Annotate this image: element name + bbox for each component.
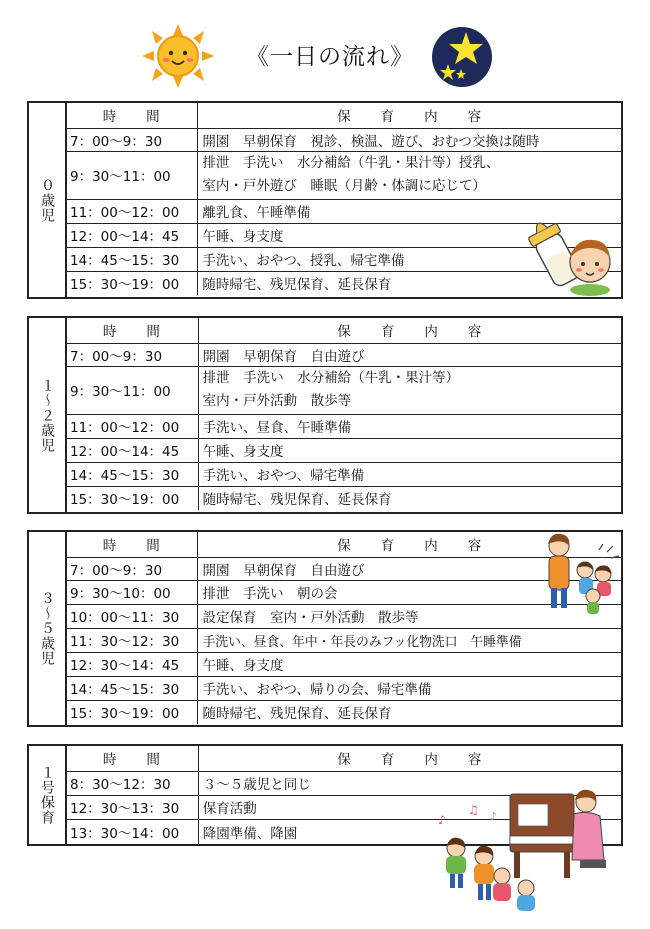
time-cell: 15：30〜19：00 <box>66 486 199 510</box>
sun-icon <box>142 24 214 88</box>
schedule-section-age-1-2 <box>27 316 623 514</box>
table-row <box>66 438 622 462</box>
time-cell: 15：30〜19：00 <box>66 700 198 724</box>
time-cell: 8：30〜12：30 <box>66 771 199 795</box>
content-cell: 開園 早朝保育 視診、検温、遊び、おむつ交換は随時 <box>198 128 621 151</box>
baby-bottle-illustration <box>524 212 616 296</box>
time-cell: 12：30〜13：30 <box>66 795 199 819</box>
content-cell <box>198 366 621 414</box>
content-line: 排泄 手洗い 水分補給（牛乳・果汁等） <box>202 370 460 386</box>
table-row <box>66 486 622 510</box>
table-row <box>66 628 622 652</box>
content-line: 室内・戸外活動 散歩等 <box>202 393 352 409</box>
time-cell: 7：00〜9：30 <box>66 343 199 366</box>
content-cell: 午睡、身支度 <box>198 438 621 462</box>
content-cell: 保育活動 <box>198 795 621 819</box>
time-cell: 11：00〜12：00 <box>66 414 199 438</box>
content-cell: 降園準備、降園 <box>198 819 621 844</box>
content-header: 保 育 内 容 <box>198 318 621 343</box>
content-cell: 開園 早朝保育 自由遊び <box>198 343 621 366</box>
age-label-cell <box>29 103 67 297</box>
content-cell: ３〜５歳児と同じ <box>198 771 621 795</box>
content-cell <box>198 151 621 199</box>
content-cell: 手洗い、おやつ、帰りの会、帰宅準備 <box>198 676 621 700</box>
schedule-table <box>65 318 621 510</box>
table-row <box>66 343 622 366</box>
content-cell: 随時帰宅、残児保育、延長保育 <box>198 700 621 724</box>
table-row <box>66 676 622 700</box>
teacher-children-illustration <box>541 530 621 616</box>
table-row <box>66 151 622 199</box>
content-cell: 手洗い、おやつ、授乳、帰宅準備 <box>198 247 621 271</box>
table-row <box>66 462 622 486</box>
time-header: 時 間 <box>66 532 198 557</box>
time-cell: 14：45〜15：30 <box>66 247 198 271</box>
time-header: 時 間 <box>66 103 198 128</box>
content-line: 排泄 手洗い 水分補給（牛乳・果汁等）授乳、 <box>202 155 500 171</box>
content-cell: 設定保育 室内・戸外活動 散歩等 <box>198 604 621 628</box>
content-line: 室内・戸外遊び 睡眠（月齢・体調に応じて） <box>202 178 486 194</box>
time-cell: 11：30〜12：30 <box>66 628 198 652</box>
content-cell: 午睡、身支度 <box>198 223 621 247</box>
table-row <box>66 604 622 628</box>
svg-text:♪: ♪ <box>438 813 446 827</box>
time-cell: 15：30〜19：00 <box>66 271 198 295</box>
content-header: 保 育 内 容 <box>198 103 621 128</box>
content-cell: 随時帰宅、残児保育、延長保育 <box>198 486 621 510</box>
table-row <box>66 366 622 414</box>
time-cell: 13：30〜14：00 <box>66 819 199 844</box>
time-cell: 9：30〜10：00 <box>66 580 198 604</box>
content-cell: 手洗い、昼食、年中・年長のみフッ化物洗口 午睡準備 <box>198 628 621 652</box>
time-cell: 12：00〜14：45 <box>66 223 198 247</box>
piano-children-illustration <box>434 784 614 914</box>
schedule-section-age-3-5 <box>27 530 623 727</box>
age-label-cell <box>29 746 67 844</box>
table-row <box>66 580 622 604</box>
content-cell: 手洗い、おやつ、帰宅準備 <box>198 462 621 486</box>
content-cell: 随時帰宅、残児保育、延長保育 <box>198 271 621 295</box>
time-cell: 7：00〜9：30 <box>66 128 198 151</box>
time-cell: 9：30〜11：00 <box>66 366 199 414</box>
night-sky-icon <box>431 26 493 88</box>
time-header: 時 間 <box>66 318 199 343</box>
age-label: １〜２歳児 <box>39 377 55 453</box>
svg-text:♫: ♫ <box>468 803 479 817</box>
content-cell: 午睡、身支度 <box>198 652 621 676</box>
page-header <box>0 0 650 90</box>
page-title: 《一日の流れ》 <box>246 44 414 70</box>
content-cell: 手洗い、昼食、午睡準備 <box>198 414 621 438</box>
age-label: ０歳児 <box>39 177 55 223</box>
age-label: １号保育 <box>39 765 55 825</box>
time-cell: 12：00〜14：45 <box>66 438 199 462</box>
age-label-cell <box>29 532 67 725</box>
time-cell: 14：45〜15：30 <box>66 462 199 486</box>
age-label: ３〜５歳児 <box>39 591 55 666</box>
content-cell: 離乳食、午睡準備 <box>198 199 621 223</box>
svg-text:♪: ♪ <box>490 810 498 823</box>
content-cell: 開園 早朝保育 自由遊び <box>198 557 621 580</box>
table-row <box>66 414 622 438</box>
time-cell: 11：00〜12：00 <box>66 199 198 223</box>
table-row <box>66 652 622 676</box>
content-header: 保 育 内 容 <box>198 746 621 771</box>
age-label-cell <box>29 318 67 512</box>
time-cell: 12：30〜14：45 <box>66 652 198 676</box>
time-cell: 10：00〜11：30 <box>66 604 198 628</box>
table-row <box>66 128 622 151</box>
table-row <box>66 557 622 580</box>
time-header: 時 間 <box>66 746 199 771</box>
schedule-table <box>65 532 621 724</box>
time-cell: 9：30〜11：00 <box>66 151 198 199</box>
content-header: 保 育 内 容 <box>198 532 621 557</box>
table-row <box>66 700 622 724</box>
time-cell: 7：00〜9：30 <box>66 557 198 580</box>
content-cell: 排泄 手洗い 朝の会 <box>198 580 621 604</box>
time-cell: 14：45〜15：30 <box>66 676 198 700</box>
